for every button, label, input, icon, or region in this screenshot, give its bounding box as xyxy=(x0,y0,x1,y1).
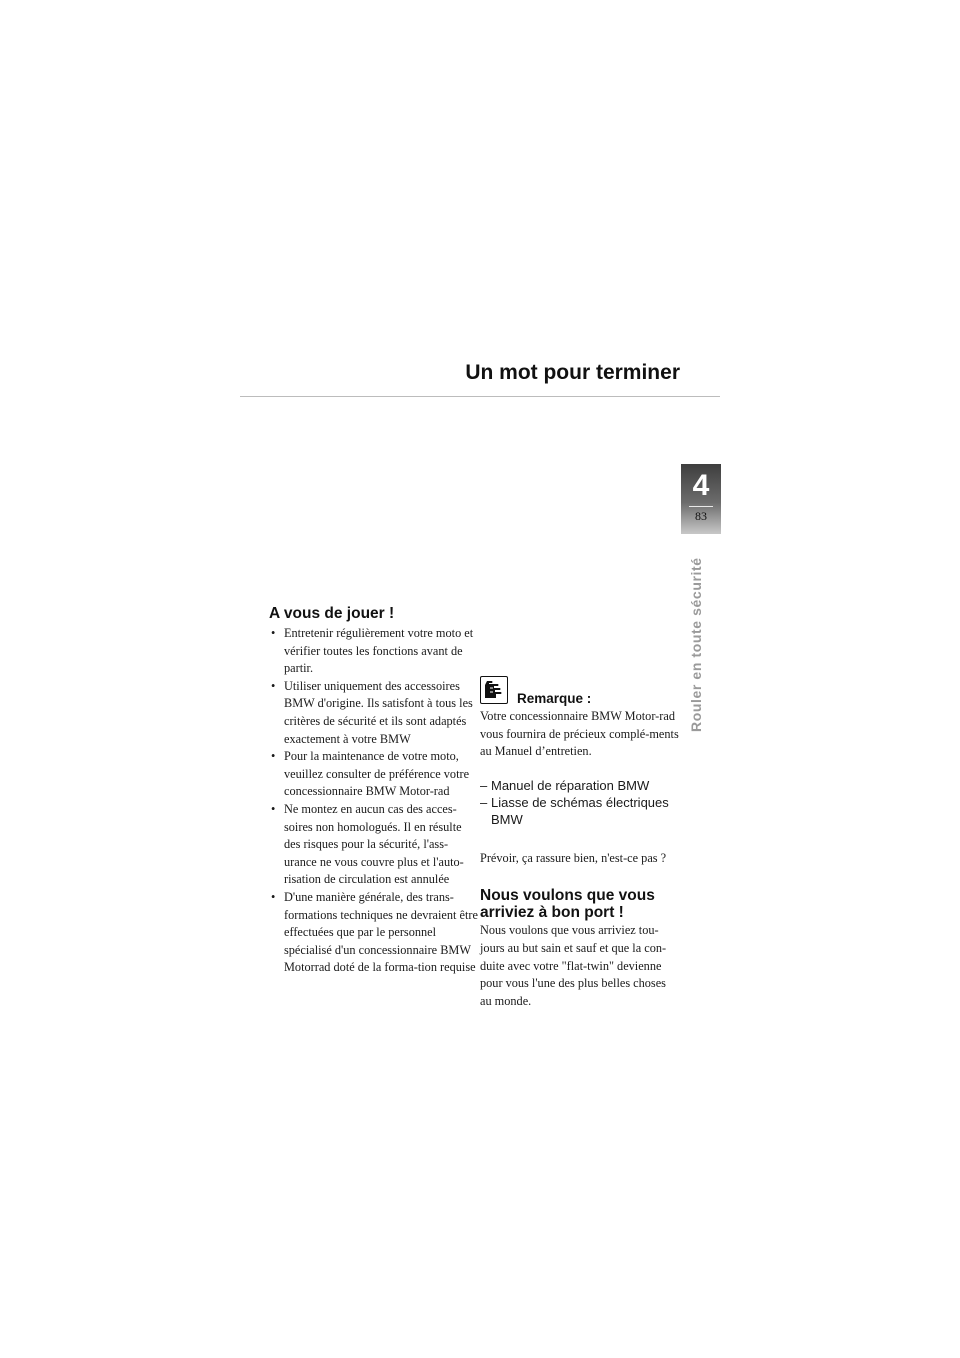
note-text: Votre concessionnaire BMW Motor-rad vous fournira de précieux complé-ments au Manuel d’entretien. xyxy=(480,709,679,759)
list-item-text: Utiliser uniquement des accessoires BMW d'origine. Ils satisfont à tous les critères de sécurité et ils sont adaptés exactement à votre BMW xyxy=(284,678,473,746)
right-column xyxy=(480,676,680,1010)
bullet-icon: • xyxy=(271,678,276,693)
list-item-text: D'une manière générale, des trans-formations techniques ne devraient être effectuées que par le personnel spécialisé d'un concessionnaire BMW Motorrad doté de la forma-tion requise xyxy=(284,889,478,975)
chapter-divider xyxy=(689,506,713,507)
list-item-text: Ne montez en aucun cas des acces-soires non homologués. Il en résulte des risques pour la sécurité, l'ass-urance ne vous couvre plus et l'auto-risation de circulation est annulée xyxy=(284,801,464,887)
list-item xyxy=(269,678,479,748)
list-item xyxy=(269,625,479,678)
list-item xyxy=(269,801,479,889)
chapter-tab xyxy=(681,464,721,534)
list-item xyxy=(269,889,479,977)
advice-list xyxy=(269,625,479,977)
section-heading-a-vous-de-jouer: A vous de jouer ! xyxy=(269,605,395,622)
page-number: 83 xyxy=(695,509,707,523)
section-side-label: Rouler en toute sécurité xyxy=(688,557,704,732)
page-title: Un mot pour terminer xyxy=(465,361,680,384)
list-item-text: Manuel de réparation BMW xyxy=(491,777,650,793)
list-item-text: Liasse de schémas électriques BMW xyxy=(491,794,669,827)
bullet-icon: • xyxy=(271,749,276,764)
bullet-icon: • xyxy=(271,801,276,816)
note-hand-icon xyxy=(480,676,508,704)
list-item-text: Pour la maintenance de votre moto, veuillez consulter de préférence votre concessionnaire BMW Motor-rad xyxy=(284,749,470,799)
note-title: Remarque : xyxy=(517,691,592,706)
list-item xyxy=(480,777,680,794)
bullet-icon: • xyxy=(271,889,276,904)
list-item xyxy=(269,748,479,801)
documents-list xyxy=(480,777,680,828)
section-heading-bon-port: Nous voulons que vous arriviez à bon port ! xyxy=(480,887,655,922)
reassurance-text: Prévoir, ça rassure bien, n'est-ce pas ? xyxy=(480,850,667,865)
closing-text: Nous voulons que vous arriviez tou-jours au but sain et sauf et que la con-duite avec votre "flat-twin" devienne pour vous l'une des plus belles choses au monde. xyxy=(480,923,667,1008)
chapter-number: 4 xyxy=(692,469,710,502)
left-column xyxy=(269,605,479,977)
list-item xyxy=(480,794,680,828)
title-divider xyxy=(240,396,720,397)
list-item-text: Entretenir régulièrement votre moto et vérifier toutes les fonctions avant de partir. xyxy=(284,626,474,676)
dash-icon: – xyxy=(480,794,488,810)
bullet-icon: • xyxy=(271,626,276,640)
note-header xyxy=(480,676,680,708)
dash-icon: – xyxy=(480,777,488,793)
